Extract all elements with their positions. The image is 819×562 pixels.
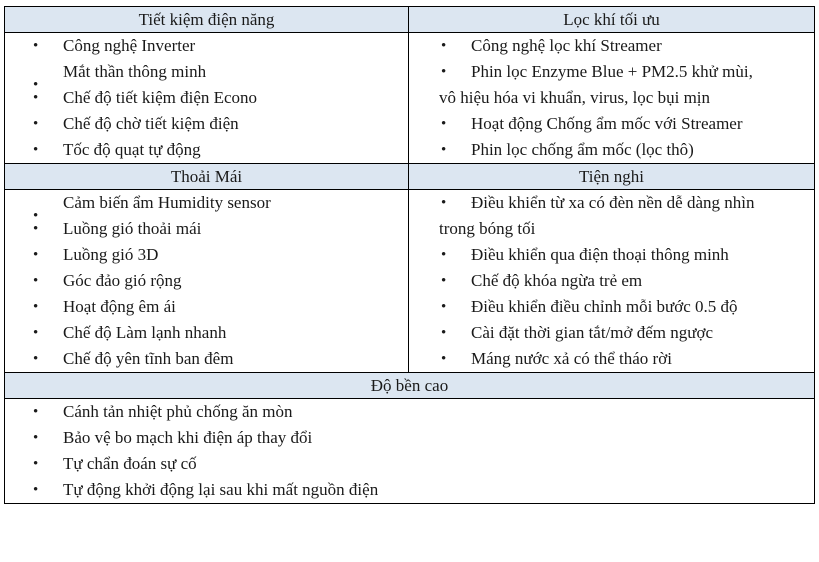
convenience-list <box>409 190 814 372</box>
durability-list <box>5 399 814 503</box>
list-item: • Phin lọc chống ẩm mốc (lọc thô) <box>409 137 814 163</box>
list-item: • Cài đặt thời gian tắt/mở đếm ngược <box>409 320 814 346</box>
list-item: • Chế độ Làm lạnh nhanh <box>5 320 408 346</box>
list-item: • Cánh tản nhiệt phủ chống ăn mòn <box>5 399 814 425</box>
list-item <box>409 190 814 242</box>
air-list <box>409 33 814 163</box>
comfort-list-cell <box>5 190 409 373</box>
list-item-text: • Phin lọc Enzyme Blue + PM2.5 khử mùi, <box>471 62 753 81</box>
list-item-text-continued: vô hiệu hóa vi khuẩn, virus, lọc bụi mịn <box>439 88 711 107</box>
list-item: • Góc đảo gió rộng <box>5 268 408 294</box>
list-item: • Hoạt động Chống ẩm mốc với Streamer <box>409 111 814 137</box>
energy-list-cell <box>5 33 409 164</box>
list-item-text-continued: trong bóng tối <box>439 219 536 238</box>
list-item: • Hoạt động êm ái <box>5 294 408 320</box>
list-item-text: • Điều khiển từ xa có đèn nền dễ dàng nhìn <box>471 193 755 212</box>
list-item: • Điều khiển qua điện thoại thông minh <box>409 242 814 268</box>
list-item: • Chế độ khóa ngừa trẻ em <box>409 268 814 294</box>
list-item: • Bảo vệ bo mạch khi điện áp thay đổi <box>5 425 814 451</box>
list-item: • Tự động khởi động lại sau khi mất nguồn điện <box>5 477 814 503</box>
energy-list <box>5 33 408 163</box>
list-item <box>5 59 408 85</box>
list-item: • Công nghệ Inverter <box>5 33 408 59</box>
list-item: • Chế độ yên tĩnh ban đêm <box>5 346 408 372</box>
list-item: • Chế độ chờ tiết kiệm điện <box>5 111 408 137</box>
comfort-header: Thoải Mái <box>5 164 409 190</box>
list-item: • Điều khiển điều chỉnh mỗi bước 0.5 độ <box>409 294 814 320</box>
list-item <box>5 190 408 216</box>
list-item: • Tự chẩn đoán sự cố <box>5 451 814 477</box>
air-header: Lọc khí tối ưu <box>409 7 815 33</box>
features-table <box>4 6 815 504</box>
list-item: • Luồng gió thoải mái <box>5 216 408 242</box>
list-item: • Công nghệ lọc khí Streamer <box>409 33 814 59</box>
convenience-header: Tiện nghi <box>409 164 815 190</box>
list-item: • Chế độ tiết kiệm điện Econo <box>5 85 408 111</box>
durability-header: Độ bền cao <box>5 373 815 399</box>
list-item: • Tốc độ quạt tự động <box>5 137 408 163</box>
air-list-cell <box>409 33 815 164</box>
list-item <box>409 59 814 111</box>
durability-list-cell <box>5 399 815 504</box>
list-item-text: • Cảm biến ẩm Humidity sensor <box>63 193 271 212</box>
list-item: • Luồng gió 3D <box>5 242 408 268</box>
list-item: • Máng nước xả có thể tháo rời <box>409 346 814 372</box>
energy-header: Tiết kiệm điện năng <box>5 7 409 33</box>
convenience-list-cell <box>409 190 815 373</box>
comfort-list <box>5 190 408 372</box>
list-item-text: • Mắt thần thông minh <box>63 62 207 81</box>
